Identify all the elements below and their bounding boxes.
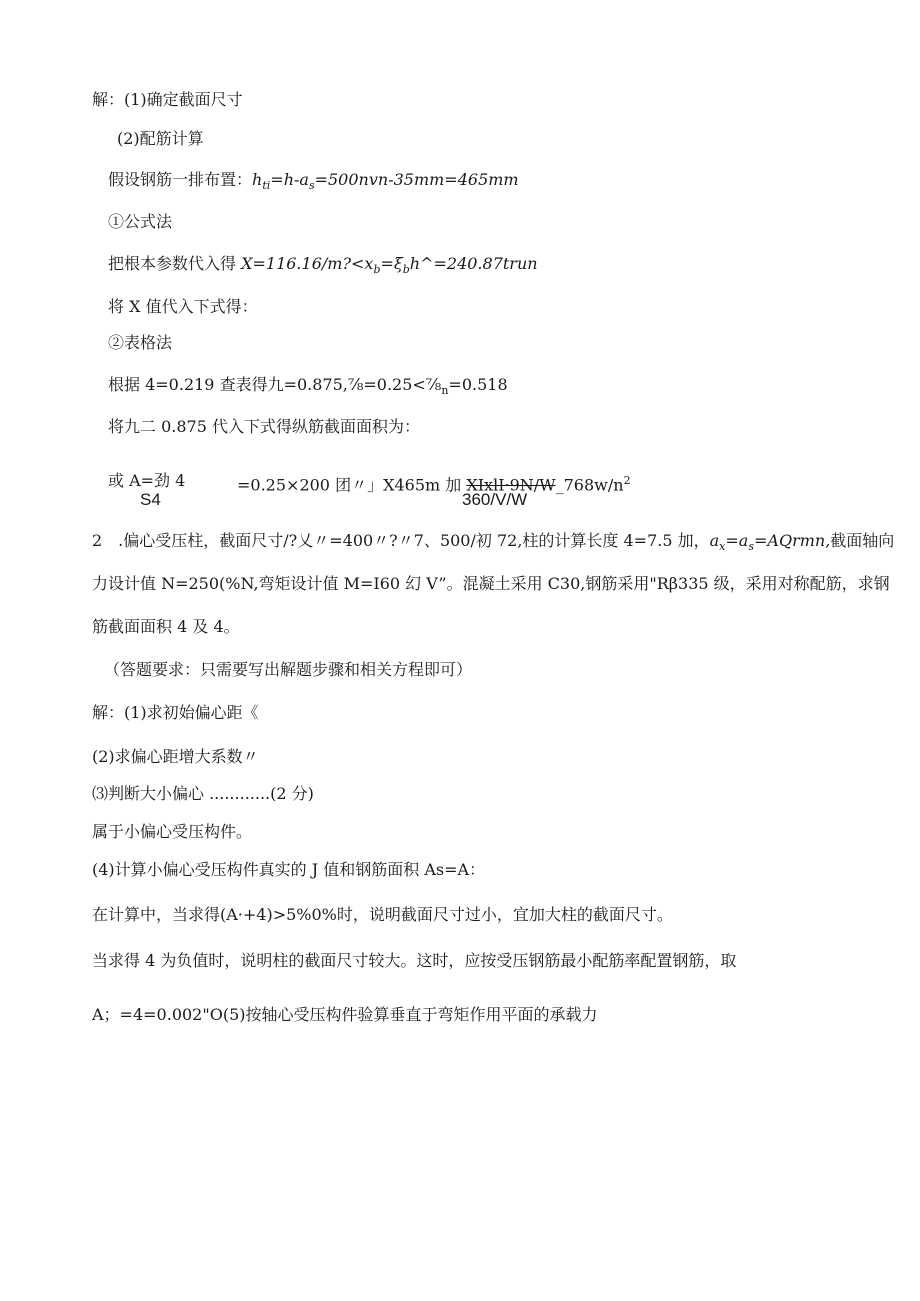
final-step: A；=4=0.002"O(5)按轴心受压构件验算垂直于弯矩作用平面的承载力 [92, 1005, 598, 1024]
check-negative: 当求得 4 为负值时，说明柱的截面尺寸较大。这时，应按受压钢筋最小配筋率配置钢筋，取 [92, 951, 737, 970]
question2-line1: 2 .偏心受压柱，截面尺寸/?乂〃=400〃?〃7、500/初 72,柱的计算长度 4=7.5 加，$a_x=a_s=AQrmn$,截面轴向 [92, 531, 895, 554]
denominator-left: S4 [140, 490, 161, 509]
assume-prefix: 假设钢筋一排布置： [108, 170, 253, 189]
area-intro: 将九二 0.875 代入下式得纵筋截面面积为： [108, 417, 420, 436]
area-formula-rhs: =0.25×200 团〃」X465m 加 $XIxlI\cdot 9N/W\_768w/n^2$ [237, 474, 631, 495]
question2-line3: 筋截面面积 4 及 4。 [92, 617, 240, 636]
x-value-substitute: 将 X 值代入下式得： [108, 297, 258, 316]
substitute-params [108, 254, 538, 280]
answer-requirement: （答题要求：只需要写出解题步骤和相关方程即可） [104, 660, 473, 679]
check-too-small: 在计算中，当求得(A·+4)>5%0%时，说明截面尺寸过小，宜加大柱的截面尺寸。 [92, 905, 673, 924]
assume-single-row [108, 170, 519, 196]
substitute-prefix: 把根本参数代入得 [108, 254, 242, 273]
method-formula: ①公式法 [108, 212, 173, 231]
solution-step4: (4)计算小偏心受压构件真实的 J 值和钢筋面积 As=A： [92, 860, 486, 879]
question2-line2: 力设计值 N=250(%N,弯矩设计值 M=I60 幻 V”。混凝土采用 C30,钢筋采用"Rβ335 级，采用对称配筋，求钢 [92, 574, 890, 593]
question2-formula: $a_x=a_s=AQrmn$, [709, 531, 831, 554]
solution-step1: 解：(1)求初始偏心距《 [92, 703, 259, 722]
step-reinforcement-calc: (2)配筋计算 [117, 129, 204, 148]
solution-step3: ⑶判断大小偏心 ............(2 分) [92, 784, 314, 803]
method-table: ②表格法 [108, 333, 173, 352]
solution-heading: 解：(1)确定截面尺寸 [92, 90, 243, 109]
area-formula-a: 或 A=劲 4 [108, 471, 186, 490]
solution-note: 属于小偏心受压构件。 [92, 822, 253, 841]
substitute-formula: $X=116.16/m?<x_b=\xi_bh\^{}=240.87trun$ [241, 254, 538, 277]
solution-step2: (2)求偏心距增大系数〃 [92, 747, 259, 766]
area-formula [108, 471, 185, 491]
denominator-right: 360/V/W [462, 490, 528, 509]
assume-formula: $h_{ti}=h-a_s=500nvn-35mm=465mm$ [252, 170, 519, 193]
area-formula-strike: XIxlI·9N/W [466, 475, 556, 495]
table-lookup: 根据 4=0.219 查表得九$=0.875,\frac{7}{8}=0.25<\frac{7}{8}_n=0.518$ [108, 375, 508, 398]
